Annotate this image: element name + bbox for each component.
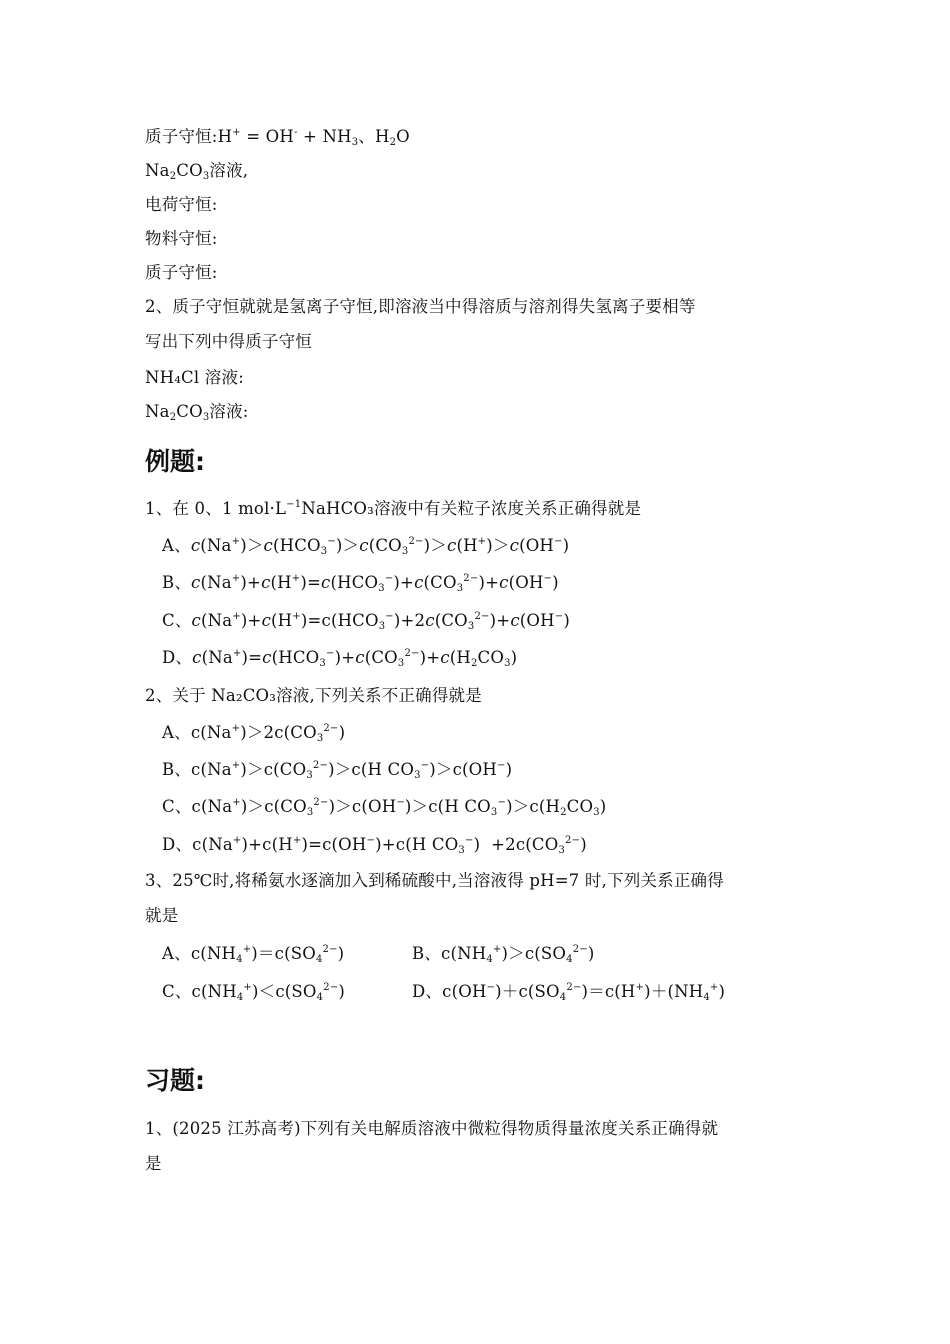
option-letter: C、: [162, 611, 192, 630]
examples-heading: 例题:: [145, 447, 205, 476]
example-3-stem-line-1: 3、25℃时,将稀氨水逐滴加入到稀硫酸中,当溶液得 pH=7 时,下列关系正确得: [145, 871, 724, 890]
exercise-1-line-2: 是: [145, 1154, 162, 1173]
option-letter: D、: [162, 648, 193, 667]
example-2-option-d: D、c(Na+)+c(H+)=c(OH−)+c(H $CO_3^-) +2c(CO_3^{2-})$: [162, 835, 587, 856]
option-letter: A、: [162, 536, 191, 555]
option-letter: B、: [162, 573, 192, 592]
example-3-option-c: C、$c(NH_4^+)<c(SO_4^{2-})$: [162, 982, 346, 1003]
option-letter: B、: [162, 760, 192, 779]
example-1-stem-prefix: 1、在 0、1 mol·L: [145, 499, 287, 518]
option-letter: B、: [412, 944, 442, 963]
na2co3-solution: $Na_2CO_3$溶液:: [145, 402, 249, 423]
write-prompt: 写出下列中得质子守恒: [145, 332, 312, 351]
example-3-option-a: A、$c(NH_4^+)=c(SO_4^{2-})$: [162, 944, 345, 965]
option-letter: C、: [162, 797, 192, 816]
example-3-option-b: B、$c(NH_4^+)>c(SO_4^{2-})$: [412, 944, 595, 965]
example-1-option-b: B、$c(Na^+)+c(H^+)=c(HCO_3^-)+c(CO_3^{2-})+c(OH^-)$: [162, 573, 559, 594]
option-letter: C、: [162, 982, 192, 1001]
proton-label: 质子守恒:: [145, 127, 218, 146]
example-1-option-c: C、$c(Na^+)+c(H^+)=c(HCO_3^-)+2c(CO_3^{2-})+c(OH^-)$: [162, 611, 570, 632]
example-3-option-d: D、$c(OH^-)+c(SO_4^{2-})=c(H^+)+(NH_4^+)$: [412, 982, 726, 1003]
option-letter: A、: [162, 944, 191, 963]
example-2-option-c: C、$c(Na^+)>c(CO_3^{2-})>c(OH^-)>c(H$ $CO_3^-)>c(H_2CO_3)$: [162, 797, 607, 818]
material-conservation-label: 物料守恒:: [145, 229, 218, 248]
option-letter: A、: [162, 723, 191, 742]
option-letter: D、: [412, 982, 443, 1001]
na2co3-solution-suffix: 溶液:: [209, 402, 249, 421]
na2co3-title: $Na_2CO_3$溶液,: [145, 161, 249, 182]
exercise-1-line-1: 1、(2025 江苏高考)下列有关电解质溶液中微粒得物质得量浓度关系正确得就: [145, 1119, 719, 1138]
example-3-stem-line-2: 就是: [145, 906, 179, 925]
nh4cl-solution: NH₄Cl 溶液:: [145, 368, 244, 387]
example-1-stem-suffix: NaHCO₃溶液中有关粒子浓度关系正确得就是: [301, 499, 642, 518]
example-1-option-d: D、$c(Na^+)=c(HCO_3^-)+c(CO_3^{2-})+c(H_2CO_3)$: [162, 648, 518, 669]
exercises-heading: 习题:: [145, 1066, 205, 1095]
proton-conservation-nh4cl: 质子守恒:H+ = $OH^- + NH_3$、$H_2O$: [145, 127, 410, 148]
proton-conservation-label: 质子守恒:: [145, 263, 218, 282]
charge-conservation-label: 电荷守恒:: [145, 195, 218, 214]
rule-2: 2、质子守恒就就是氢离子守恒,即溶液当中得溶质与溶剂得失氢离子要相等: [145, 297, 696, 316]
na2co3-title-suffix: 溶液,: [209, 161, 249, 180]
example-2-stem: 2、关于 Na₂CO₃溶液,下列关系不正确得就是: [145, 686, 482, 705]
example-2-option-b: B、$c(Na^+)>c(CO_3^{2-})>c(H$ $CO_3^-)>c(OH^-)$: [162, 760, 513, 781]
example-2-option-a: A、$c(Na^+)>2c(CO_3^{2-})$: [162, 723, 346, 744]
option-letter: D、: [162, 835, 193, 854]
example-1-stem: 1、在 0、1 $mol\cdot L^{-1}NaHCO_3$溶液中有关粒子浓度关系正确得就是: [145, 499, 642, 518]
example-1-option-a: A、$c(Na^+)>c(HCO_3^-)>c(CO_3^{2-})>c(H^+)>c(OH^-)$: [162, 536, 570, 557]
